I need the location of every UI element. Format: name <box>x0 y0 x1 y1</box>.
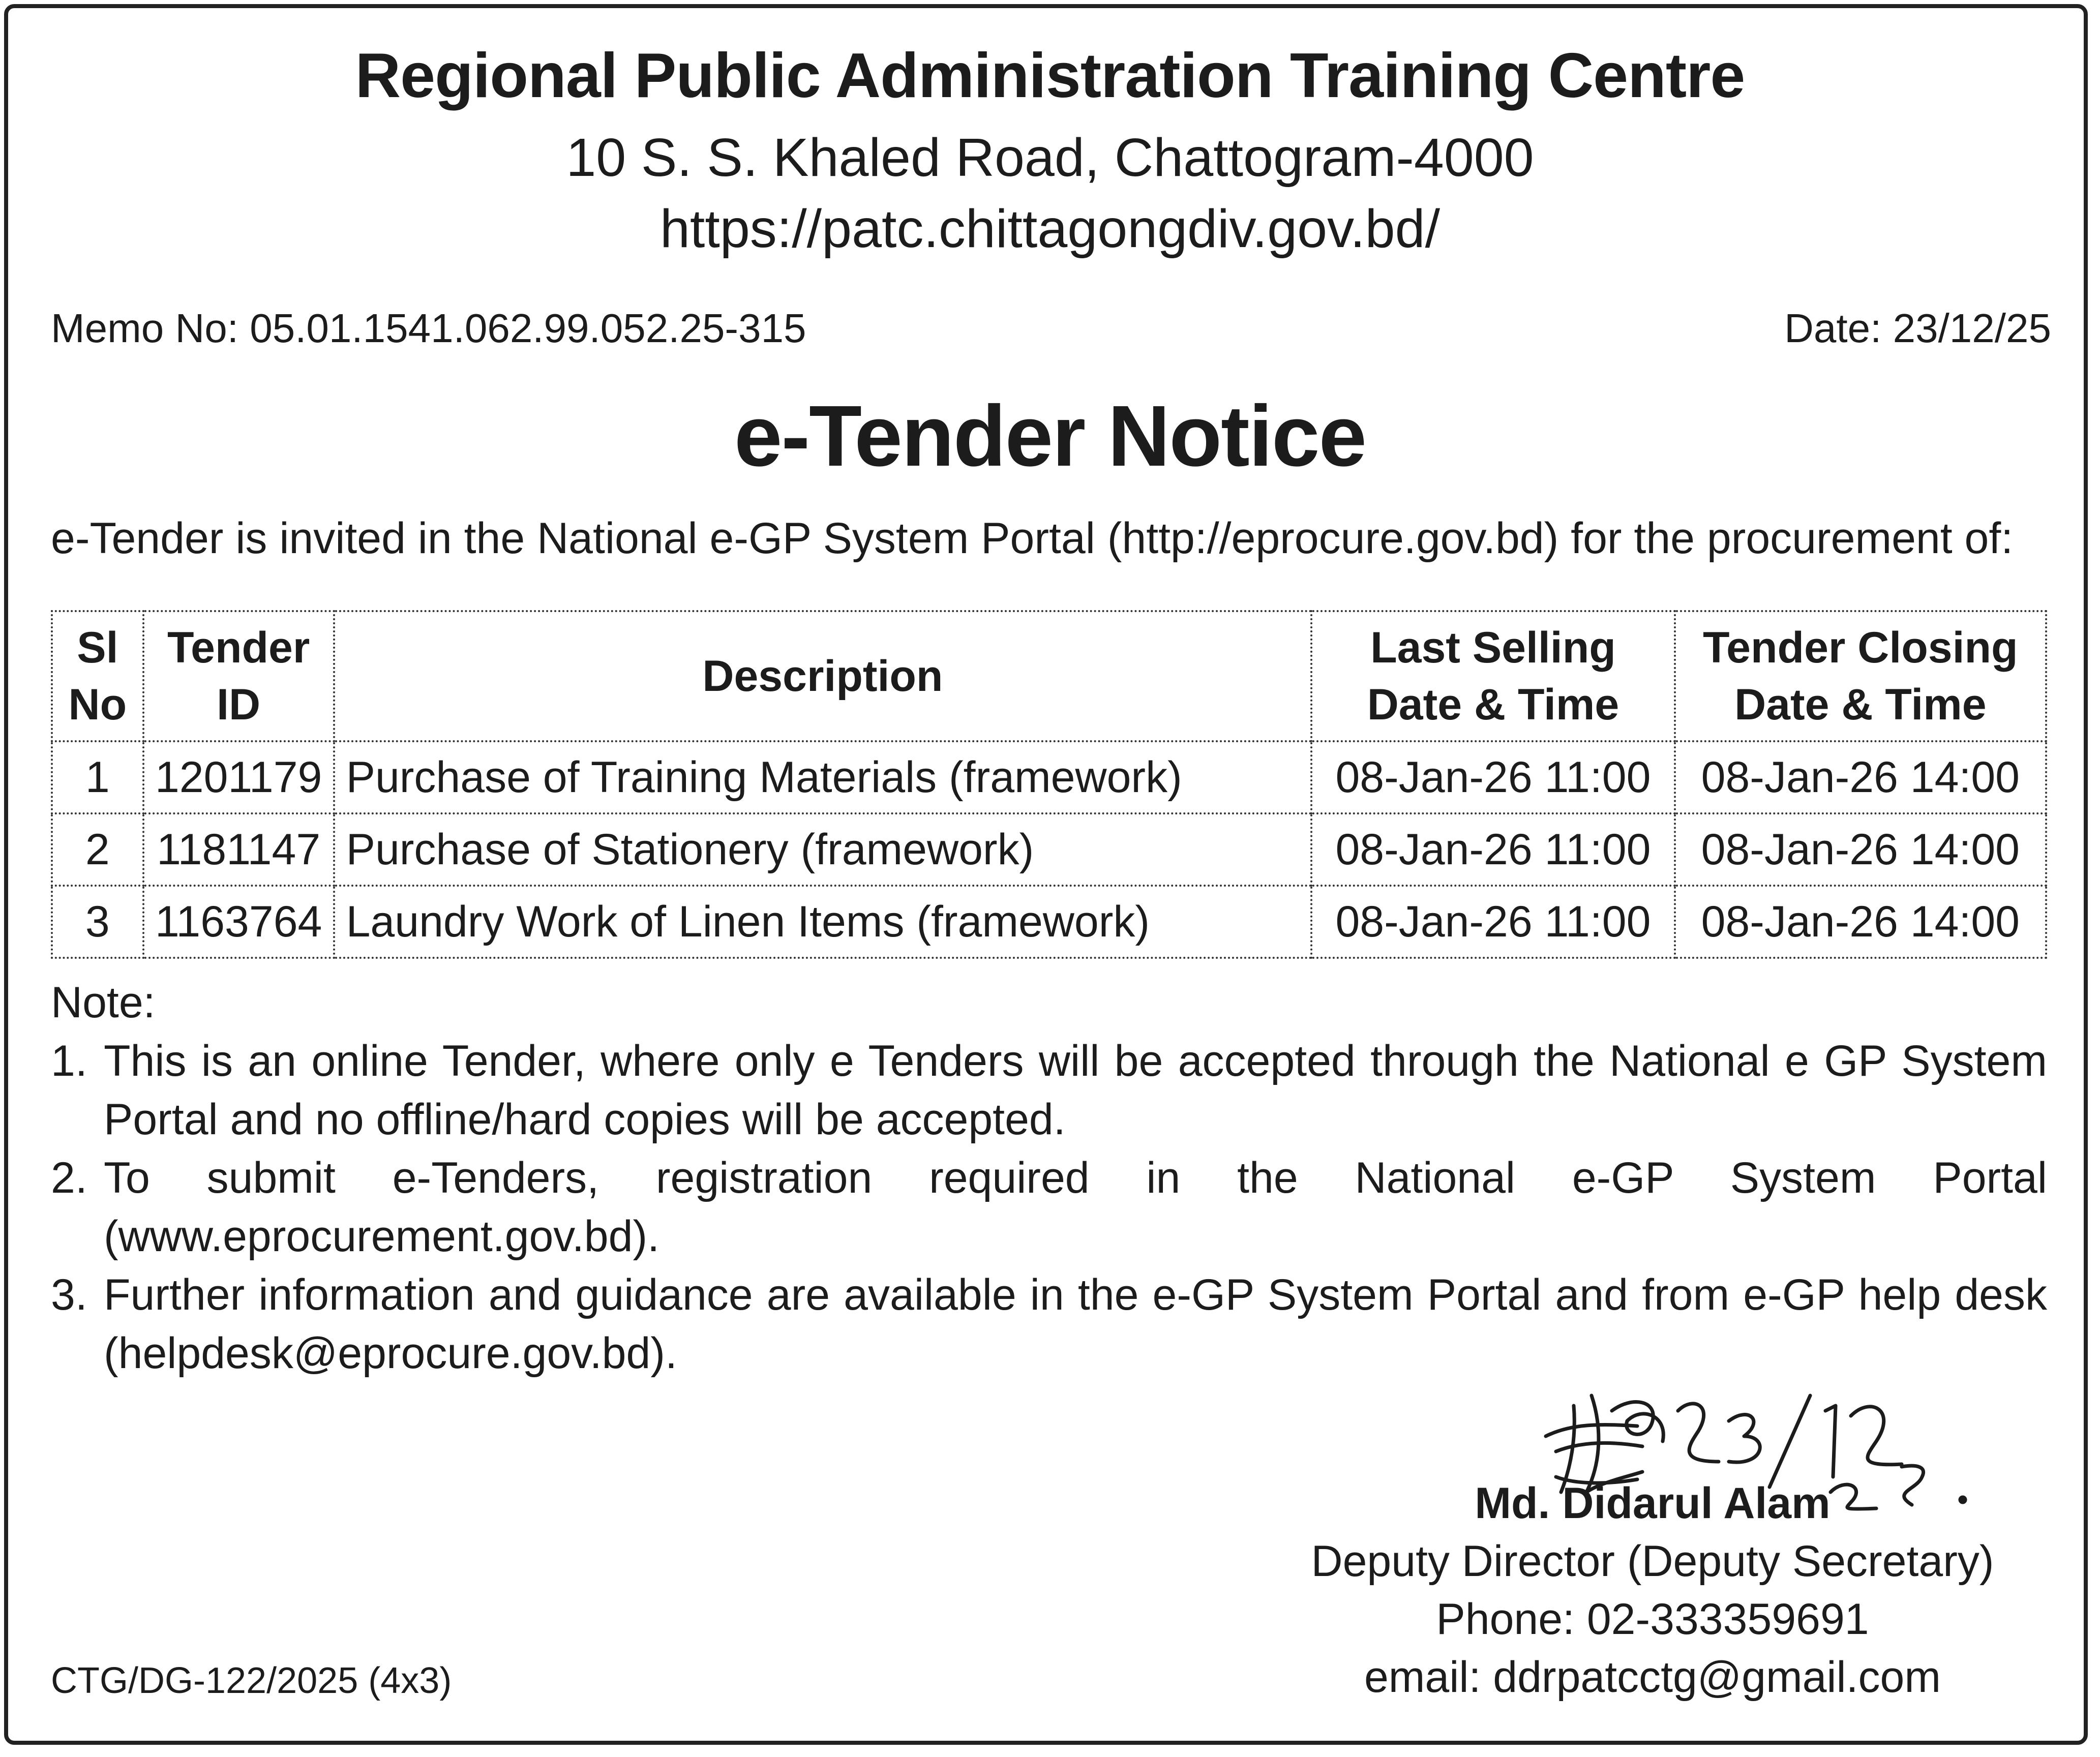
signatory-name: Md. Didarul Alam <box>1475 1479 1831 1528</box>
note-item <box>51 1149 2047 1266</box>
header-last-selling: Last Selling Date & Time <box>1311 611 1674 741</box>
signatory-phone: Phone: 02-333359691 <box>1436 1595 1869 1644</box>
notice-title: e-Tender Notice <box>734 388 1366 484</box>
cell-last-selling: 08-Jan-26 11:00 <box>1311 886 1674 958</box>
cell-tender-id: 1163764 <box>143 886 334 958</box>
cell-tender-id: 1181147 <box>143 813 334 886</box>
note-item <box>51 1266 2047 1383</box>
notice-date: Date: 23/12/25 <box>1784 306 2051 351</box>
table-header-row <box>52 611 2046 741</box>
cell-closing: 08-Jan-26 14:00 <box>1675 813 2046 886</box>
table-row <box>52 886 2046 958</box>
note-number: 2. <box>51 1154 87 1202</box>
table-row <box>52 741 2046 813</box>
note-number: 3. <box>51 1270 87 1319</box>
organization-address: 10 S. S. Khaled Road, Chattogram-4000 <box>566 128 1534 188</box>
note-item <box>51 1032 2047 1149</box>
notes-section <box>51 974 2047 1383</box>
table-row <box>52 813 2046 886</box>
signatory-designation: Deputy Director (Deputy Secretary) <box>1311 1537 1994 1586</box>
notes-heading: Note: <box>51 978 156 1027</box>
footer-reference-code: CTG/DG-122/2025 (4x3) <box>51 1660 452 1701</box>
note-text: Further information and guidance are available in the e-GP System Portal and from e-GP help desk (helpdesk@eprocure.gov.bd). <box>104 1270 2047 1378</box>
cell-description: Purchase of Stationery (framework) <box>334 813 1312 886</box>
organization-website: https://patc.chittagongdiv.gov.bd/ <box>659 199 1441 259</box>
header-tender-id: Tender ID <box>143 611 334 741</box>
cell-last-selling: 08-Jan-26 11:00 <box>1311 741 1674 813</box>
note-text: To submit e-Tenders, registration required in the National e-GP System Portal (www.eprocurement.gov.bd). <box>104 1154 2047 1261</box>
header-description: Description <box>334 611 1312 741</box>
intro-text: e-Tender is invited in the National e-GP System Portal (http://eprocure.gov.bd) for the procurement of: <box>51 514 2014 563</box>
note-text: This is an online Tender, where only e Tenders will be accepted through the National e GP System Portal and no offline/hard copies will be accepted. <box>104 1037 2047 1144</box>
header-tender-closing: Tender Closing Date & Time <box>1675 611 2046 741</box>
cell-tender-id: 1201179 <box>143 741 334 813</box>
header-sl-no: Sl No <box>52 611 143 741</box>
organization-name: Regional Public Administration Training Centre <box>355 41 1745 111</box>
memo-number: Memo No: 05.01.1541.062.99.052.25-315 <box>51 306 806 351</box>
signatory-email: email: ddrpatcctg@gmail.com <box>1364 1653 1941 1702</box>
tender-table <box>51 610 2047 959</box>
cell-sl: 1 <box>52 741 143 813</box>
cell-sl: 2 <box>52 813 143 886</box>
cell-description: Laundry Work of Linen Items (framework) <box>334 886 1312 958</box>
cell-sl: 3 <box>52 886 143 958</box>
cell-closing: 08-Jan-26 14:00 <box>1675 741 2046 813</box>
cell-last-selling: 08-Jan-26 11:00 <box>1311 813 1674 886</box>
cell-description: Purchase of Training Materials (framework) <box>334 741 1312 813</box>
note-number: 1. <box>51 1037 87 1085</box>
cell-closing: 08-Jan-26 14:00 <box>1675 886 2046 958</box>
signatory-block <box>1271 1474 2034 1706</box>
